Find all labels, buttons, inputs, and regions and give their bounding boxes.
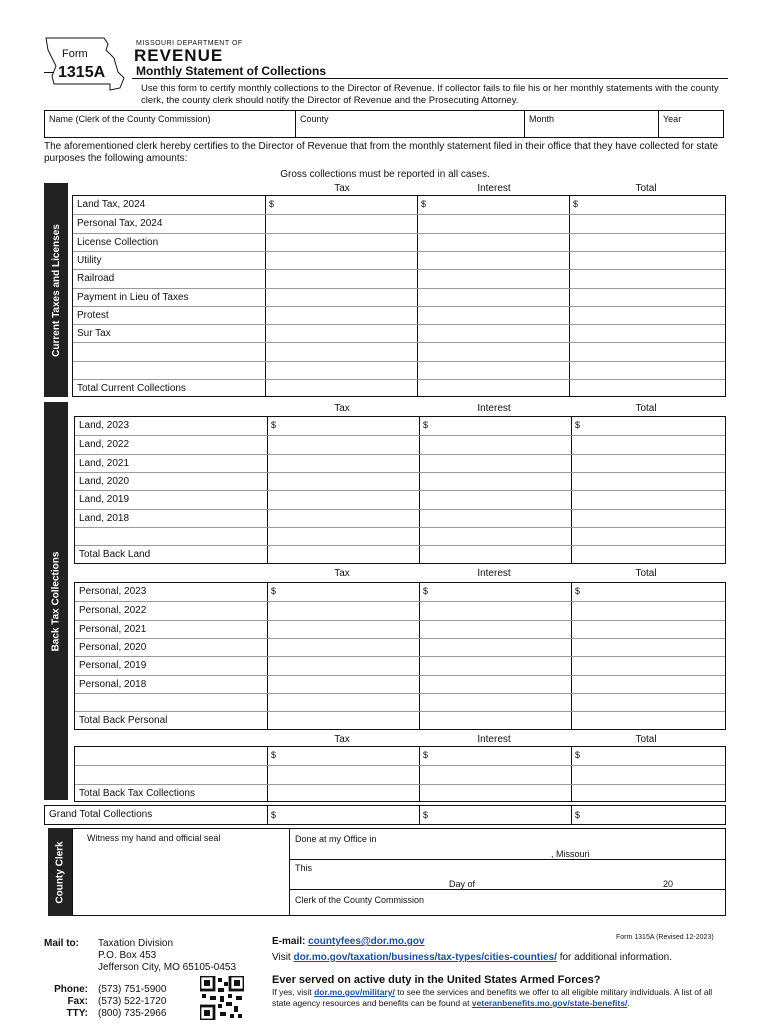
- instructions: Use this form to certify monthly collections to the Director of Revenue. If collector fails to file his or her monthly statements with the county clerk, the county clerk should notify the Director of Revenue and the Prosecuting Attorney.: [141, 83, 719, 106]
- current-dollar-sign: $: [421, 199, 427, 209]
- county-field[interactable]: [296, 111, 525, 137]
- grand-total-label: Grand Total Collections: [49, 809, 153, 820]
- land-row-label: Land, 2018: [79, 512, 130, 524]
- land-row: [75, 435, 725, 453]
- current-row-label: Personal Tax, 2024: [77, 218, 163, 230]
- back-total-grid: [74, 746, 726, 802]
- personal-grid: [74, 582, 726, 730]
- col-total-land: Total: [635, 403, 657, 414]
- col-interest: Interest: [477, 183, 511, 194]
- personal-row: [75, 693, 725, 711]
- current-row: [73, 342, 725, 360]
- col-interest-land: Interest: [477, 403, 511, 414]
- current-row-label: Total Current Collections: [77, 383, 186, 394]
- county-clerk-side-label: County Clerk: [48, 828, 72, 916]
- current-row: [73, 288, 725, 306]
- col-total-personal: Total: [635, 568, 657, 579]
- current-row-label: Railroad: [77, 273, 115, 285]
- qr-code-icon: [200, 976, 244, 1020]
- personal-row: [75, 601, 725, 619]
- revised-note: Form 1315A (Revised 12-2023): [616, 934, 714, 941]
- col-total: Total: [635, 183, 657, 194]
- land-row-label: Land, 2019: [79, 494, 130, 506]
- email-label: E-mail:: [272, 936, 306, 947]
- col-interest-back-total: Interest: [477, 734, 511, 745]
- back-total-dollar-sign: $: [423, 750, 429, 760]
- col-tax-personal: Tax: [334, 568, 350, 579]
- current-grid: [72, 195, 726, 397]
- this-label: This: [295, 863, 313, 873]
- land-grid: [74, 416, 726, 564]
- back-total-row: [75, 747, 725, 765]
- current-row: [73, 379, 725, 397]
- revenue-logo: REVENUE: [134, 46, 224, 65]
- land-row: [75, 509, 725, 527]
- personal-row: [75, 711, 725, 729]
- current-row: [73, 233, 725, 251]
- personal-row: [75, 583, 725, 601]
- current-row-label: Sur Tax: [77, 328, 111, 340]
- visit-suffix: for additional information.: [559, 952, 672, 963]
- phone-value: (573) 751-5900: [98, 984, 167, 995]
- personal-row: [75, 638, 725, 656]
- tty-label: TTY:: [66, 1008, 88, 1019]
- grand-dollar-sign: $: [423, 810, 429, 820]
- military-link[interactable]: dor.mo.gov/military/: [314, 987, 395, 997]
- land-row: [75, 545, 725, 563]
- missouri-label: , Missouri: [551, 849, 590, 859]
- year-prefix: 20: [663, 879, 674, 889]
- witness-label: Witness my hand and official seal: [87, 833, 221, 843]
- personal-row-label: Total Back Personal: [79, 715, 168, 727]
- land-row-label: Land, 2023: [79, 420, 130, 431]
- col-tax-back-total: Tax: [334, 734, 350, 745]
- tty-value: (800) 735-2966: [98, 1008, 167, 1019]
- mail-line-2: P.O. Box 453: [98, 950, 157, 961]
- personal-row-label: Personal, 2019: [79, 660, 147, 672]
- done-at-label: Done at my Office in: [295, 834, 377, 844]
- current-dollar-sign: $: [573, 199, 579, 209]
- land-row: [75, 454, 725, 472]
- back-total-row: [75, 784, 725, 802]
- name-label: Name (Clerk of the County Commission): [49, 114, 211, 124]
- land-row: [75, 417, 725, 435]
- form-word: Form: [62, 48, 88, 60]
- col-interest-personal: Interest: [477, 568, 511, 579]
- current-row: [73, 251, 725, 269]
- armed-text-1: If yes, visit: [272, 987, 312, 997]
- land-row-label: Land, 2020: [79, 475, 130, 487]
- phone-label: Phone:: [54, 984, 88, 995]
- land-row-label: Total Back Land: [79, 549, 151, 561]
- veteran-link[interactable]: veteranbenefits.mo.gov/state-benefits/: [471, 998, 628, 1008]
- land-dollar-sign: $: [271, 420, 277, 430]
- back-total-row: [75, 765, 725, 783]
- year-label: Year: [663, 114, 682, 124]
- current-row-label: Protest: [77, 309, 109, 321]
- personal-row: [75, 620, 725, 638]
- current-side-label: Current Taxes and Licenses: [44, 183, 68, 397]
- current-row-label: Utility: [77, 254, 102, 266]
- personal-dollar-sign: $: [575, 586, 581, 596]
- grand-dollar-sign: $: [575, 810, 581, 820]
- back-total-dollar-sign: $: [575, 750, 581, 760]
- armed-title: Ever served on active duty in the United States Armed Forces?: [272, 974, 601, 986]
- grand-dollar-sign: $: [271, 810, 277, 820]
- col-tax-land: Tax: [334, 403, 350, 414]
- grand-total-row: [44, 805, 726, 825]
- month-field[interactable]: [525, 111, 659, 137]
- back-side-label: Back Tax Collections: [44, 402, 68, 800]
- current-row-label: License Collection: [77, 236, 159, 248]
- form-dash: [44, 72, 54, 73]
- col-total-back-total: Total: [635, 734, 657, 745]
- armed-text: If yes, visit dor.mo.gov/military/ to see the services and benefits we offer to all eligible military individuals. A list of all state agency resources and benefits can be found at veteranbenefits.mo.gov/state-benefits/.: [272, 987, 713, 1008]
- mail-label: Mail to:: [44, 938, 79, 949]
- personal-dollar-sign: $: [271, 586, 277, 596]
- county-label: County: [300, 114, 329, 124]
- fax-value: (573) 522-1720: [98, 996, 167, 1007]
- top-fields: [44, 110, 724, 138]
- visit-link[interactable]: dor.mo.gov/taxation/business/tax-types/cities-counties/: [293, 952, 557, 963]
- current-row: [73, 324, 725, 342]
- current-row-label: Land Tax, 2024: [77, 199, 146, 210]
- title-underline: [132, 78, 728, 79]
- current-row: [73, 306, 725, 324]
- back-total-dollar-sign: $: [271, 750, 277, 760]
- land-row: [75, 472, 725, 490]
- current-row: [73, 214, 725, 232]
- clerk-label: Clerk of the County Commission: [295, 895, 425, 905]
- visit-row: [272, 952, 672, 963]
- month-label: Month: [529, 114, 555, 124]
- armed-text-2: to see the services and benefits we offer to all eligible military individuals. A list of all state agency resources and benefits can be found at: [272, 987, 713, 1008]
- personal-row-label: Personal, 2022: [79, 605, 147, 617]
- land-row-label: Land, 2022: [79, 439, 130, 451]
- personal-row-label: Personal, 2020: [79, 641, 147, 653]
- col-tax: Tax: [334, 183, 350, 194]
- land-row: [75, 527, 725, 545]
- name-field[interactable]: [45, 111, 296, 137]
- email-link[interactable]: countyfees@dor.mo.gov: [308, 936, 425, 947]
- current-dollar-sign: $: [269, 199, 275, 209]
- dept-line: MISSOURI DEPARTMENT OF: [136, 40, 243, 47]
- land-row: [75, 490, 725, 508]
- current-row: [73, 361, 725, 379]
- personal-row-label: Personal, 2018: [79, 678, 147, 690]
- certify-text: The aforementioned clerk hereby certifies to the Director of Revenue that from the monthly statement filed in their office that they have collected for state purposes the following amounts:: [44, 141, 719, 164]
- personal-row: [75, 656, 725, 674]
- form-number: 1315A: [58, 64, 106, 81]
- visit-prefix: Visit: [272, 952, 291, 963]
- gross-note: Gross collections must be reported in all cases.: [280, 169, 490, 180]
- personal-row-label: Personal, 2021: [79, 623, 147, 635]
- land-dollar-sign: $: [575, 420, 581, 430]
- current-row: [73, 196, 725, 214]
- back-total-row-label: Total Back Tax Collections: [79, 787, 195, 799]
- mail-line-1: Taxation Division: [98, 938, 174, 949]
- land-row-label: Land, 2021: [79, 457, 130, 469]
- current-row: [73, 269, 725, 287]
- email-row: [272, 936, 425, 947]
- form-title: Monthly Statement of Collections: [136, 64, 327, 78]
- fax-label: Fax:: [67, 996, 88, 1007]
- land-dollar-sign: $: [423, 420, 429, 430]
- day-of-label: Day of: [449, 879, 476, 889]
- personal-row-label: Personal, 2023: [79, 586, 147, 597]
- mail-line-3: Jefferson City, MO 65105-0453: [98, 962, 237, 973]
- year-field[interactable]: [659, 111, 723, 137]
- signature-block: [72, 828, 726, 916]
- current-row-label: Payment in Lieu of Taxes: [77, 291, 189, 303]
- personal-dollar-sign: $: [423, 586, 429, 596]
- personal-row: [75, 675, 725, 693]
